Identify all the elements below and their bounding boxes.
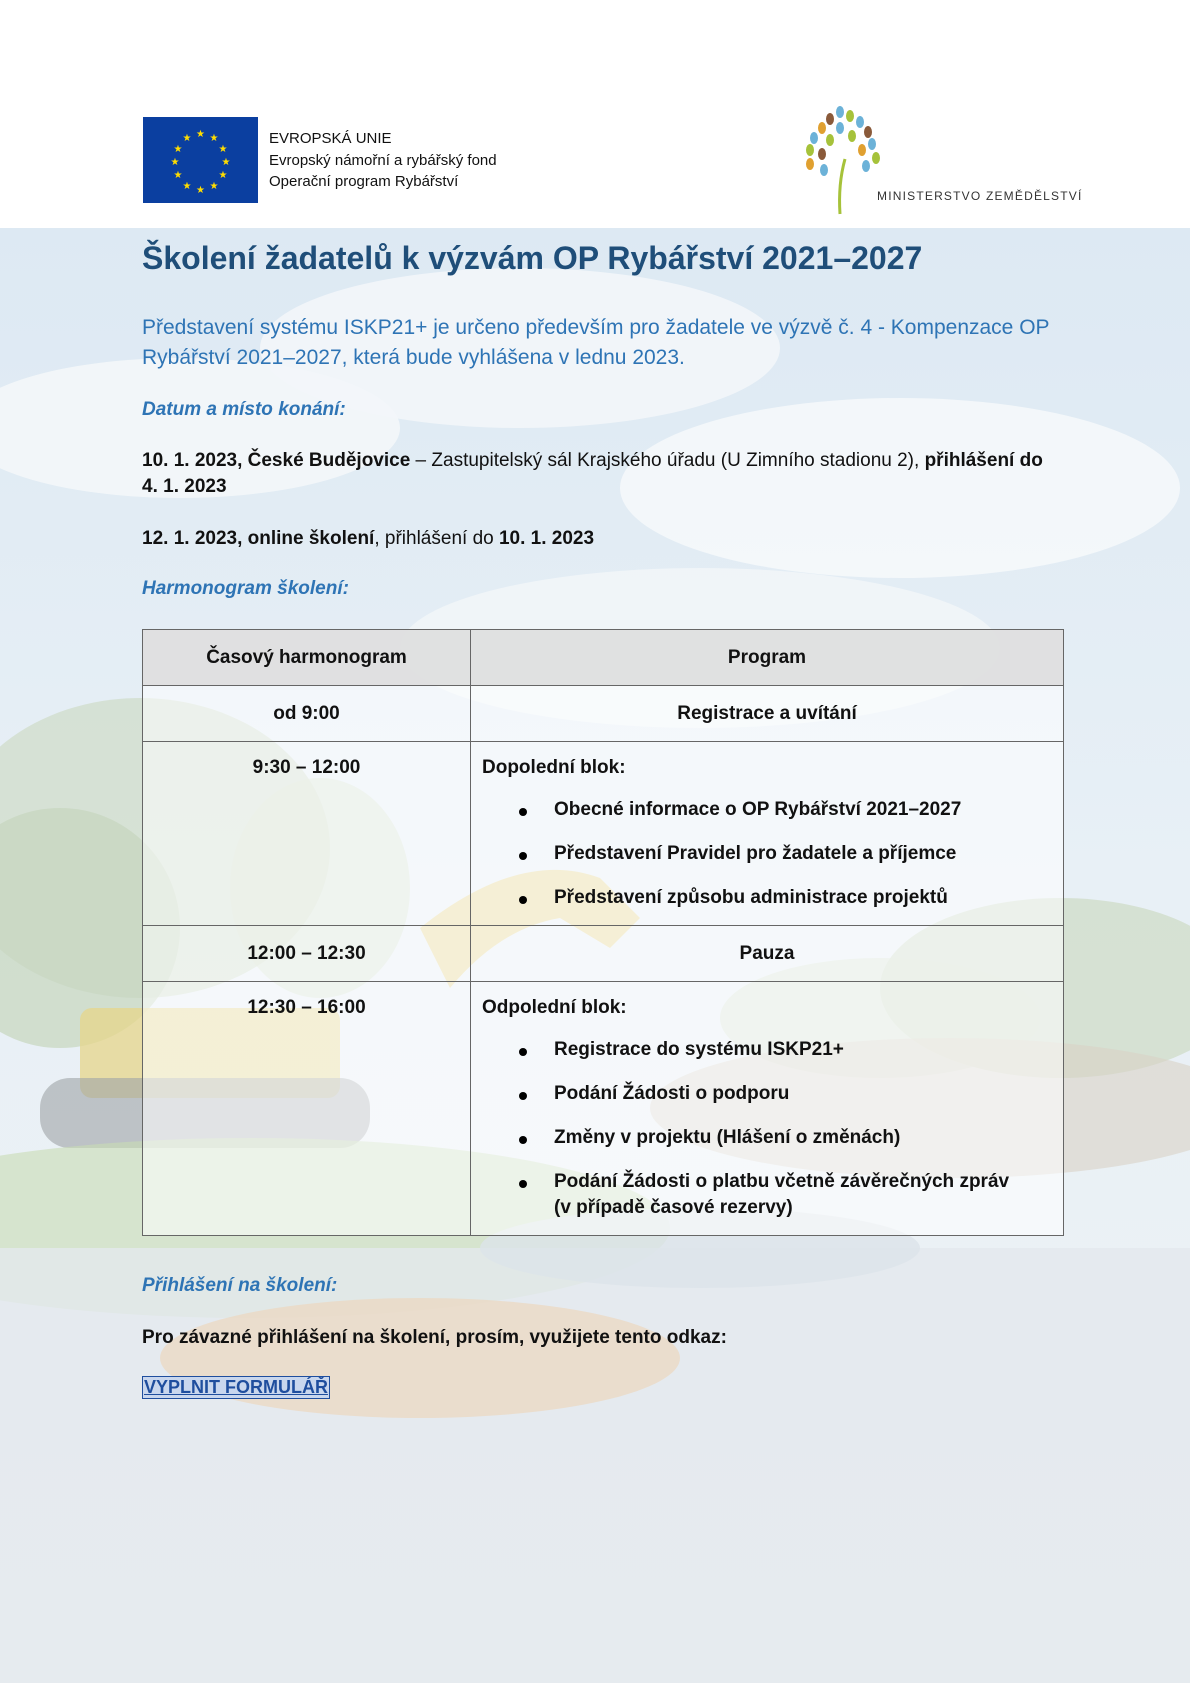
list-item-text: Změny v projektu (Hlášení o změnách) [554, 1127, 901, 1148]
bullet-icon [519, 896, 527, 904]
svg-text:★: ★ [196, 185, 205, 196]
svg-text:★: ★ [173, 144, 183, 155]
list-item-text: Podání Žádosti o platbu včetně závěrečných zpráv (v případě časové rezervy) [554, 1171, 1010, 1218]
row-time: 12:00 – 12:30 [143, 926, 471, 982]
svg-text:★: ★ [209, 133, 219, 144]
schedule-table [142, 629, 1064, 1236]
eu-stars-icon [143, 117, 258, 203]
block-title: Dopolední blok: [482, 757, 626, 778]
row-program [471, 982, 1064, 1236]
fill-form-link[interactable]: VYPLNIT FORMULÁŘ [144, 1377, 328, 1397]
row-program: Registrace a uvítání [471, 686, 1064, 742]
event-1-separator: – [410, 450, 432, 471]
event-1 [142, 448, 1062, 500]
registration-text: Pro závazné přihlášení na školení, prosím, využijete tento odkaz: [142, 1327, 727, 1348]
ministry-name: MINISTERSTVO ZEMĚDĚLSTVÍ [877, 189, 1083, 203]
list-item-text: Obecné informace o OP Rybářství 2021–2027 [554, 799, 962, 820]
bullet-icon [519, 808, 527, 816]
eu-line-3: Operační program Rybářství [269, 173, 459, 190]
document-header [0, 0, 1190, 228]
event-2-middle: , přihlášení do [374, 528, 499, 549]
list-item-text: Podání Žádosti o podporu [554, 1083, 790, 1104]
list-item [554, 1125, 1053, 1151]
schedule-label: Harmonogram školení: [142, 578, 349, 599]
list-item [554, 841, 1053, 867]
eu-flag-logo [143, 117, 258, 203]
svg-text:★: ★ [221, 157, 231, 168]
event-2 [142, 526, 1062, 552]
table-row [143, 742, 1064, 926]
eu-line-1: EVROPSKÁ UNIE [269, 130, 392, 147]
event-1-deadline: přihlášení do 4. 1. 2023 [142, 450, 1043, 497]
bullet-icon [519, 852, 527, 860]
bullet-icon [519, 1092, 527, 1100]
eu-line-2: Evropský námořní a rybářský fond [269, 151, 497, 169]
svg-text:★: ★ [218, 144, 228, 155]
list-item [554, 1037, 1053, 1063]
intro-text: Představení systému ISKP21+ je určeno především pro žadatele ve výzvě č. 4 - Kompenzace OP Rybářství 2021–2027, která bude vyhlášena v lednu 2023. [142, 316, 1050, 369]
page-title: Školení žadatelů k výzvám OP Rybářství 2021–2027 [142, 240, 923, 276]
svg-text:★: ★ [182, 133, 192, 144]
table-row [143, 926, 1064, 982]
header-program: Program [471, 630, 1064, 686]
row-time: 9:30 – 12:00 [143, 742, 471, 926]
svg-text:★: ★ [209, 181, 219, 192]
event-2-deadline: 10. 1. 2023 [498, 528, 595, 549]
row-program: Pauza [471, 926, 1064, 982]
bullet-icon [519, 1180, 527, 1188]
table-row [143, 982, 1064, 1236]
row-program [471, 742, 1064, 926]
svg-text:★: ★ [196, 129, 205, 140]
bullet-icon [519, 1136, 527, 1144]
venue-label: Datum a místo konání: [142, 399, 346, 420]
list-item-text: Registrace do systému ISKP21+ [554, 1039, 844, 1060]
svg-text:★: ★ [218, 170, 228, 181]
block-title: Odpolední blok: [482, 997, 627, 1018]
event-1-location: Zastupitelský sál Krajského úřadu (U Zimního stadionu 2), [431, 450, 925, 471]
table-header-row [143, 630, 1064, 686]
registration-label: Přihlášení na školení: [142, 1275, 338, 1296]
row-time: od 9:00 [143, 686, 471, 742]
svg-text:★: ★ [170, 157, 180, 168]
list-item [554, 1081, 1053, 1107]
program-list [482, 797, 1053, 911]
list-item [554, 885, 1053, 911]
svg-text:★: ★ [173, 170, 183, 181]
row-time: 12:30 – 16:00 [143, 982, 471, 1236]
bullet-icon [519, 1048, 527, 1056]
list-item [554, 797, 1053, 823]
eu-program-text [269, 128, 497, 193]
header-time: Časový harmonogram [143, 630, 471, 686]
program-list [482, 1037, 1053, 1221]
event-2-date-place: 12. 1. 2023, online školení [142, 528, 375, 549]
svg-text:★: ★ [182, 181, 192, 192]
event-1-date-place: 10. 1. 2023, České Budějovice [142, 450, 411, 471]
list-item-text: Představení Pravidel pro žadatele a příjemce [554, 843, 957, 864]
list-item [554, 1169, 1014, 1221]
list-item-text: Představení způsobu administrace projektů [554, 887, 948, 908]
table-row [143, 686, 1064, 742]
